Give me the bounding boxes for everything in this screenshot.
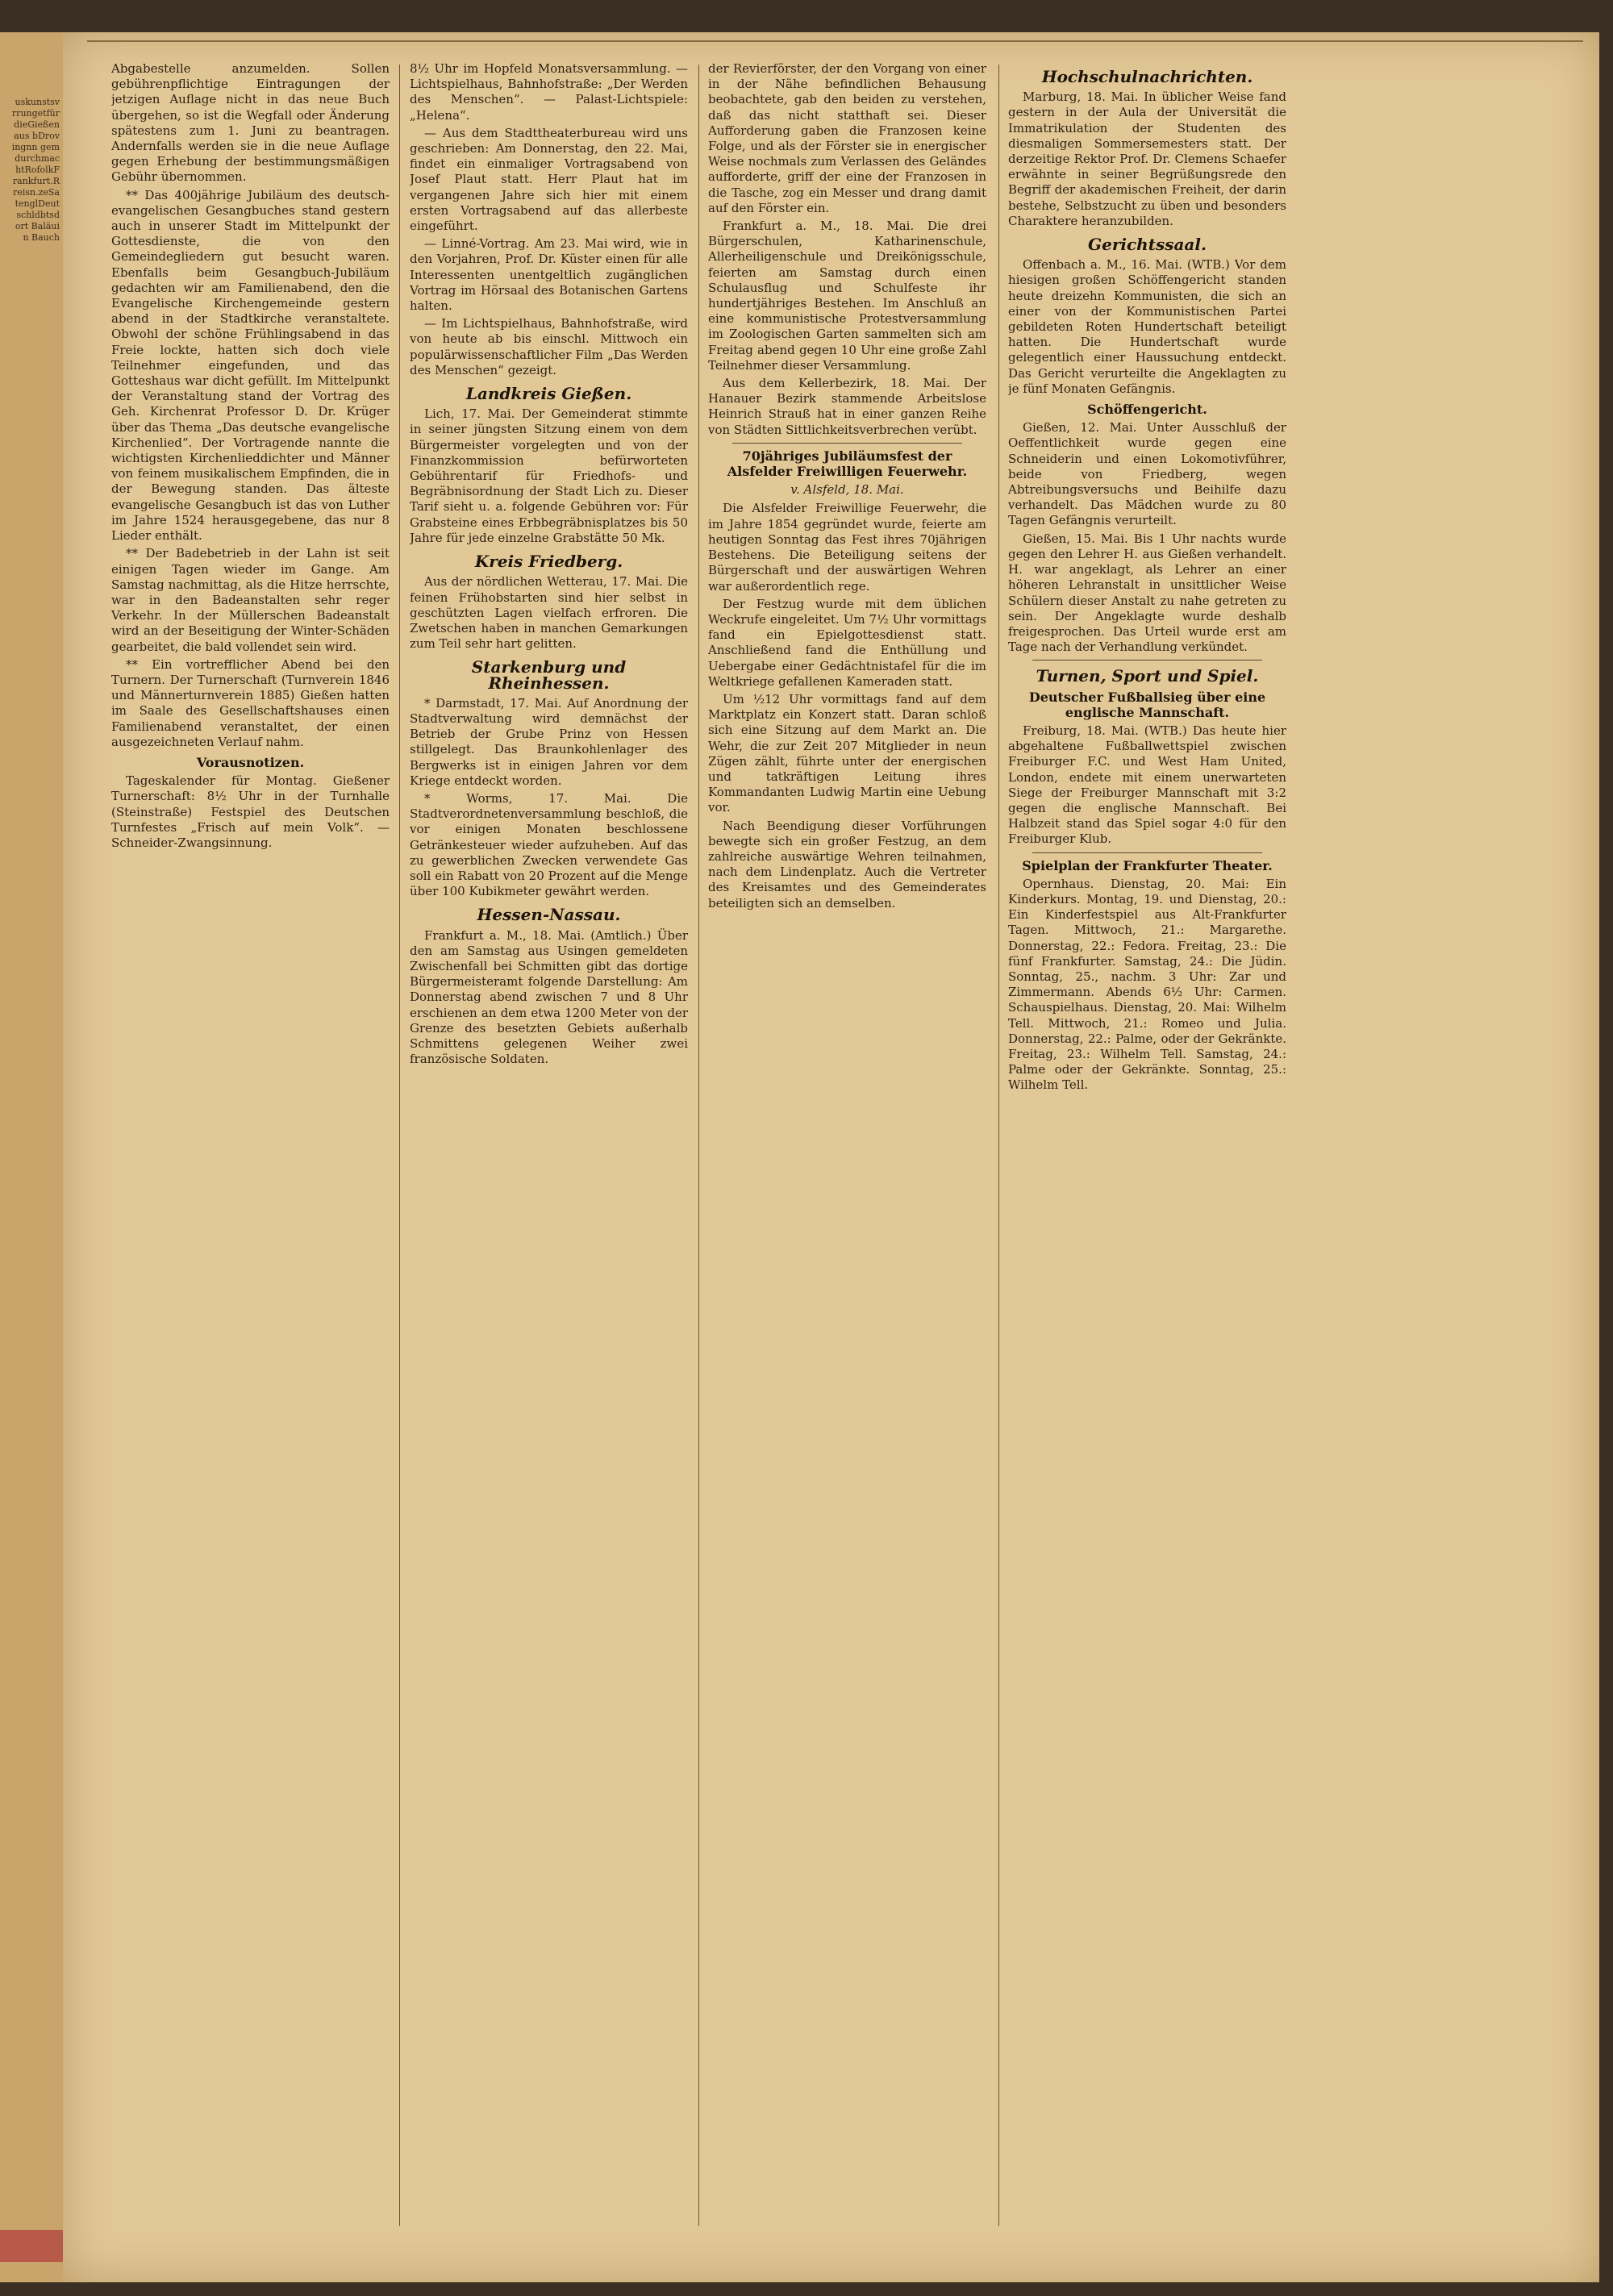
article-text: ** Das 400jährige Jubiläum des deutsch-evangelischen Gesangbuches stand gestern auch in unserer Stadt im Mittelpunkt der Gottesdienste, die von den Gemeindegliedern gut besucht waren. Ebenfalls beim Gesangbuch-Jubiläum gedachten wir am Familienabend, den die Evangelische Kirchengemeinde gestern abend in der Stadtkirche veranstaltete. Obwohl der schöne Frühlingsabend in das Freie lockte, hatten sich doch viele Teilnehmer eingefunden, und das Gotteshaus war dicht gefüllt. Im Mittelpunkt der Veranstaltung stand der Vortrag des Geh. Kirchenrat Professor D. Dr. Krüger über das Thema „Das deutsche evangelische Kirchenlied“. Der Vortragende nannte die wichtigsten Kirchenlieddichter und Männer von feinem musikalischem Empfinden, die in der Bewegung standen. Das älteste evangelische Gesangbuch ist das von Luther im Jahre 1524 herausgegebene, das nur 8 Lieder enthält.: [111, 187, 390, 544]
article-text: Gießen, 15. Mai. Bis 1 Uhr nachts wurde gegen den Lehrer H. aus Gießen verhandelt. H. war angeklagt, als Lehrer an einer höheren Lehranstalt in unsittlicher Weise Schülern dieser Anstalt zu nahe getreten zu sein. Der Angeklagte wurde deshalb freigesprochen. Das Urteil wurde erst am Tage nach der Verhandlung verkündet.: [1008, 531, 1286, 655]
article-text: Nach Beendigung dieser Vorführungen bewegte sich ein großer Festzug, an dem zahlreiche auswärtige Wehren teilnahmen, nach dem Lindenplatz. Auch die Vertreter des Kreisamtes und des Gemeinderates beteiligten sich an demselben.: [708, 818, 986, 910]
rule: [1032, 852, 1262, 853]
column-divider: [698, 65, 699, 2226]
section-heading: Turnen, Sport und Spiel.: [1036, 666, 1259, 686]
column-3: [708, 61, 986, 2206]
section-heading: Hessen-Nassau.: [477, 905, 621, 925]
article-text: 8½ Uhr im Hopfeld Monatsversammlung. — Lichtspielhaus, Bahnhofstraße: „Der Werden des Menschen“. — Palast-Lichtspiele: „Helena“.: [410, 61, 688, 123]
article-text: Freiburg, 18. Mai. (WTB.) Das heute hier abgehaltene Fußballwettspiel zwischen Freiburger F.C. und West Ham United, London, endete mit einem unerwarteten Siege der Freiburger Mannschaft mit 3:2 gegen die englische Mannschaft. Bei Halbzeit stand das Spiel sogar 4:0 für den Freiburger Klub.: [1008, 723, 1286, 847]
spine-text-fragment: uskunstsvrrungetfür dieGießenaus bDrovingnn gemdurchmachtRofolkFrankfurt.Rreisn.zeSatenglDeutschldbtsdort Baläuin Bauch: [11, 97, 60, 243]
article-headline: Deutscher Fußballsieg über eine englische Mannschaft.: [1028, 689, 1266, 720]
article-headline: Spielplan der Frankfurter Theater.: [1022, 857, 1273, 873]
article-text: — Aus dem Stadttheaterbureau wird uns geschrieben: Am Donnerstag, den 22. Mai, findet ein einmaliger Vortragsabend von Josef Plaut statt. Herr Plaut hat im vergangenen Jahre sich hier mit einem ersten Vortragsabend auf das allerbeste eingeführt.: [410, 125, 688, 234]
binding-tab: [0, 2230, 63, 2262]
article-text: * Worms, 17. Mai. Die Stadtverordnetenversammlung beschloß, die vor einigen Monaten beschlossene Getränkesteuer wieder aufzuheben. Auf das zu gewerblichen Zwecken verwendete Gas soll ein Rabatt von 20 Prozent auf die Menge über 100 Kubikmeter gewährt werden.: [410, 790, 688, 899]
article-text: * Darmstadt, 17. Mai. Auf Anordnung der Stadtverwaltung wird demnächst der Betrieb der Grube Prinz von Hessen stillgelegt. Das Braunkohlenlager des Bergwerks ist in einigen Jahren vor dem Kriege entdeckt worden.: [410, 695, 688, 788]
section-heading: Hochschulnachrichten.: [1041, 67, 1253, 86]
article-text: Tageskalender für Montag. Gießener Turnerschaft: 8½ Uhr in der Turnhalle (Steinstraße) Festspiel des Deutschen Turnfestes „Frisch auf mein Volk“. — Schneider-Zwangsinnung.: [111, 773, 390, 850]
article-text: Abgabestelle anzumelden. Sollen gebührenpflichtige Eintragungen der jetzigen Auflage nicht in das neue Buch übergehen, so ist die Wegfall oder Änderung spätestens zum 1. Juni zu beantragen. Andernfalls werden sie in die neue Auflage gegen Erhebung der bestimmungsmäßigen Gebühr übernommen.: [111, 61, 390, 185]
section-heading: Gerichtssaal.: [1088, 235, 1207, 255]
article-text: Opernhaus. Dienstag, 20. Mai: Ein Kinderkurs. Montag, 19. und Dienstag, 20.: Ein Kinderfestspiel aus Alt-Frankfurter Tagen. Mittwoch, 21.: Margarethe. Donnerstag, 22.: Fedora. Freitag, 23.: Die fünf Frankfurter. Samstag, 24.: Die Jüdin. Sonntag, 25., nachm. 3 Uhr: Zar und Zimmermann. Abends 6½ Uhr: Carmen. Schauspielhaus. Dienstag, 20. Mai: Wilhelm Tell. Mittwoch, 21.: Romeo und Julia. Donnerstag, 22.: Palme, oder der Gekränkte. Freitag, 23.: Wilhelm Tell. Samstag, 24.: Palme oder der Gekränkte. Sonntag, 25.: Wilhelm Tell.: [1008, 876, 1286, 1093]
article-text: Um ½12 Uhr vormittags fand auf dem Marktplatz ein Konzert statt. Daran schloß sich eine Sitzung auf dem Markt an. Die Wehr, die zur Zeit 207 Mitglieder in neun Zügen zählt, führte unter der energischen und tatkräftigen Leitung ihres Kommandanten Ludwig Martin eine Uebung vor.: [708, 691, 986, 815]
column-divider: [399, 65, 400, 2226]
article-text: Lich, 17. Mai. Der Gemeinderat stimmte in seiner jüngsten Sitzung einem von dem Bürgermeister vorgelegten und von der Finanzkommission befürworteten Gebührentarif für Friedhofs- und Begräbnisordnung der Stadt Lich zu. Dieser Tarif sieht u. a. folgende Gebühren vor: Für Grabsteine eines Erbbegräbnisplatzes bis 50 Jahre für jede einzelne Grabstätte 50 Mk.: [410, 406, 688, 545]
section-heading: Vorausnotizen.: [196, 754, 305, 770]
article-headline: 70jähriges Jubiläumsfest der Alsfelder Freiwilligen Feuerwehr.: [727, 448, 968, 480]
article-text: Der Festzug wurde mit dem üblichen Weckrufe eingeleitet. Um 7½ Uhr vormittags fand ein Epielgottesdienst statt. Anschließend fand die Enthüllung und Uebergabe einer Gedächtnistafel für die im Weltkriege gefallenen Kameraden statt.: [708, 596, 986, 689]
article-text: Frankfurt a. M., 18. Mai. Die drei Bürgerschulen, Katharinenschule, Allerheiligenschule und Dreikönigsschule, feierten am Samstag durch einen Schulausflug und Schulfeste ihr hundertjähriges Bestehen. Im Anschluß an eine kommunistische Protestversammlung im Zoologischen Garten sammelten sich am Freitag abend gegen 10 Uhr eine große Zahl Teilnehmer dieser Versammlung.: [708, 219, 986, 373]
article-text: Gießen, 12. Mai. Unter Ausschluß der Oeffentlichkeit wurde gegen eine Schneiderin und einen Lokomotivführer, beide von Friedberg, wegen Abtreibungsversuchs und Beihilfe dazu verhandelt. Das Mädchen wurde zu 80 Tagen Gefängnis verurteilt.: [1008, 420, 1286, 528]
section-heading: Landkreis Gießen.: [465, 384, 632, 404]
article-text: Frankfurt a. M., 18. Mai. (Amtlich.) Über den am Samstag aus Usingen gemeldeten Zwischenfall bei Schmitten gibt das dortige Bürgermeisteramt folgende Darstellung: Am Donnerstag abend zwischen 7 und 8 Uhr erschienen an dem etwa 1200 Meter von der Grenze des besetzten Gebiets außerhalb Schmittens gelegenen Weiher zwei französische Soldaten.: [410, 927, 688, 1067]
article-text: Aus der nördlichen Wetterau, 17. Mai. Die feinen Frühobstarten sind hier selbst in geschützten Lagen vielfach erfroren. Die Zwetschen haben in manchen Gemarkungen zum Teil sehr hart gelitten.: [410, 574, 688, 652]
article-text: Aus dem Kellerbezirk, 18. Mai. Der Hanauer Bezirk stammende Arbeitslose Heinrich Strauß hat in einer ganzen Reihe von Städten Sittlichkeitsverbrechen verübt.: [708, 376, 986, 437]
adjacent-page-spine: [0, 32, 65, 2282]
newspaper-page: [63, 32, 1599, 2282]
article-text: — Linné-Vortrag. Am 23. Mai wird, wie in den Vorjahren, Prof. Dr. Küster einen für alle Interessenten unentgeltlich zugänglichen Vortrag im Hörsaal des Botanischen Gartens halten.: [410, 236, 688, 314]
article-text: ** Der Badebetrieb in der Lahn ist seit einigen Tagen wieder im Gange. Am Samstag nachmittag, als die Hitze herrschte, war in den Badeanstalten sehr reger Verkehr. In der Müllerschen Badeanstalt wird an der Beseitigung der Winter-Schäden gearbeitet, die bald vollendet sein wird.: [111, 546, 390, 654]
section-heading: Kreis Friedberg.: [474, 552, 623, 572]
rule: [732, 443, 962, 444]
article-text: der Revierförster, der den Vorgang von einer in der Nähe befindlichen Behausung beobachtete, gab den beiden zu verstehen, daß das nicht statthaft sei. Dieser Aufforderung gaben die Franzosen keine Folge, und als der Förster sie in energischer Weise nochmals zum Verlassen des Geländes aufforderte, griff der eine der Franzosen in die Tasche, zog ein Messer und drang damit auf den Förster ein.: [708, 61, 986, 215]
column-4: [1008, 61, 1286, 2206]
dateline: v. Alsfeld, 18. Mai.: [790, 482, 904, 498]
column-1: [111, 61, 390, 2206]
article-text: ** Ein vortrefflicher Abend bei den Turnern. Der Turnerschaft (Turnverein 1846 und Männerturnverein 1885) Gießen hatten im Saale des Gesellschaftshauses einen Familienabend veranstaltet, der einen ausgezeichneten Verlauf nahm.: [111, 656, 390, 749]
section-heading: Starkenburg und Rheinhessen.: [471, 657, 627, 693]
article-text: Marburg, 18. Mai. In üblicher Weise fand gestern in der Aula der Universität die Immatrikulation der Studenten des diesmaligen Sommersemesters statt. Der derzeitige Rektor Prof. Dr. Clemens Schaefer erwähnte in seiner Begrüßungsrede den Begriff der akademischen Freiheit, der darin bestehe, Selbstzucht zu üben und besonders Charaktere heranzubilden.: [1008, 90, 1286, 228]
article-text: Die Alsfelder Freiwillige Feuerwehr, die im Jahre 1854 gegründet wurde, feierte am heutigen Sonntag das Fest ihres 70jährigen Bestehens. Die Beteiligung seitens der Bürgerschaft und der auswärtigen Wehren war außerordentlich rege.: [708, 501, 986, 594]
article-text: — Im Lichtspielhaus, Bahnhofstraße, wird von heute ab bis einschl. Mittwoch ein populärwissenschaftlicher Film „Das Werden des Menschen“ gezeigt.: [410, 316, 688, 377]
top-rule: [87, 40, 1583, 42]
section-subheading: Schöffengericht.: [1087, 402, 1207, 418]
column-divider: [998, 65, 999, 2226]
article-text: Offenbach a. M., 16. Mai. (WTB.) Vor dem hiesigen großen Schöffengericht standen heute dreizehn Kommunisten, die sich an einer von der Kommunistischen Partei gebildeten Roten Hundertschaft beteiligt hatten. Die Hundertschaft wurde gelegentlich einer Haussuchung entdeckt. Das Gericht verurteilte die Angeklagten zu je fünf Monaten Gefängnis.: [1008, 257, 1286, 396]
column-2: [410, 61, 688, 2206]
